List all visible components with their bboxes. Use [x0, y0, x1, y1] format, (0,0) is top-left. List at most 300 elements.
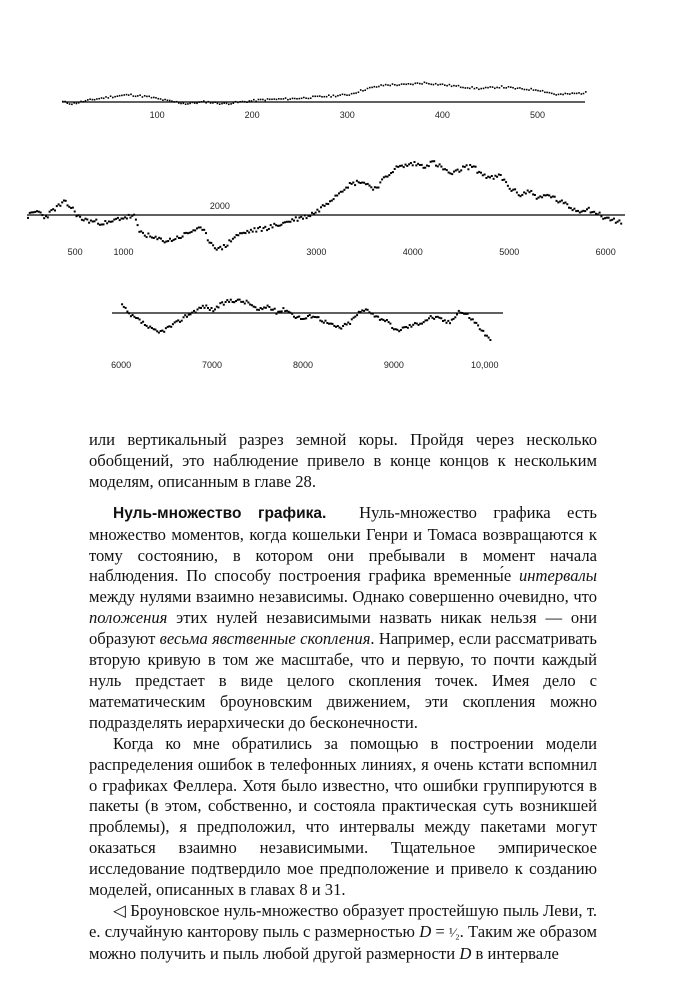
data-point — [476, 172, 478, 174]
data-point — [108, 97, 110, 99]
data-point — [360, 182, 362, 184]
data-point — [510, 86, 512, 88]
data-point — [258, 99, 260, 101]
data-point — [242, 101, 244, 103]
data-point — [303, 97, 305, 99]
data-point — [219, 246, 221, 248]
data-point — [517, 87, 519, 89]
data-point — [426, 165, 428, 167]
data-point — [205, 305, 207, 307]
data-point — [135, 317, 137, 319]
data-point — [454, 316, 456, 318]
data-point — [168, 325, 170, 327]
data-point — [304, 214, 306, 216]
data-point — [38, 211, 40, 213]
data-point — [81, 219, 83, 221]
data-point — [423, 321, 425, 323]
data-point — [135, 219, 137, 221]
tick-label: 8000 — [292, 360, 314, 370]
data-point — [306, 217, 308, 219]
data-point — [440, 317, 442, 319]
data-point — [554, 196, 556, 198]
data-point — [260, 99, 262, 101]
body-text — [89, 430, 597, 965]
data-point — [153, 97, 155, 99]
tick-label: 200 — [244, 110, 260, 120]
data-point — [297, 220, 299, 222]
data-point — [437, 165, 439, 167]
tick-label: 1000 — [113, 247, 134, 257]
data-point — [333, 198, 335, 200]
data-point — [581, 93, 583, 95]
data-point — [501, 85, 503, 87]
data-point — [160, 238, 162, 240]
data-point — [355, 92, 357, 94]
data-point — [460, 87, 462, 89]
data-point — [600, 215, 602, 217]
data-point — [505, 181, 507, 183]
section-heading: Нуль-множество графика. — [113, 504, 327, 522]
data-points — [121, 299, 491, 341]
data-point — [494, 88, 496, 90]
data-point — [295, 317, 297, 319]
tick-labels — [150, 110, 545, 120]
data-point — [615, 222, 617, 224]
data-point — [95, 219, 97, 221]
data-point — [309, 215, 311, 217]
data-point — [400, 329, 402, 331]
data-point — [572, 209, 574, 211]
data-point — [272, 309, 274, 311]
data-point — [269, 99, 271, 101]
data-point — [456, 314, 458, 316]
data-point — [472, 318, 474, 320]
data-point — [412, 164, 414, 166]
data-point — [457, 169, 459, 171]
data-point — [611, 219, 613, 221]
data-point — [267, 305, 269, 307]
data-point — [158, 98, 160, 100]
data-point — [567, 93, 569, 95]
data-point — [318, 211, 320, 213]
data-point — [401, 165, 403, 167]
data-point — [208, 101, 210, 103]
data-point — [453, 318, 455, 320]
data-point — [85, 100, 87, 102]
data-point — [392, 83, 394, 85]
data-point — [321, 96, 323, 98]
data-point — [461, 312, 463, 314]
data-point — [496, 87, 498, 89]
data-point — [282, 222, 284, 224]
data-point — [485, 87, 487, 89]
data-point — [221, 248, 223, 250]
data-point — [455, 170, 457, 172]
data-point — [83, 219, 85, 221]
data-point — [214, 308, 216, 310]
data-point — [467, 313, 469, 315]
data-point — [349, 323, 351, 325]
data-point — [194, 229, 196, 231]
data-point — [565, 93, 567, 95]
data-point — [155, 97, 157, 99]
data-point — [266, 229, 268, 231]
data-point — [439, 163, 441, 165]
data-point — [253, 99, 255, 101]
data-point — [588, 207, 590, 209]
data-point — [263, 227, 265, 229]
data-point — [197, 309, 199, 311]
data-point — [542, 90, 544, 92]
data-point — [540, 90, 542, 92]
data-point — [369, 185, 371, 187]
data-point — [289, 221, 291, 223]
data-point — [511, 190, 513, 192]
data-point — [191, 312, 193, 314]
data-point — [376, 86, 378, 88]
data-point — [70, 207, 72, 209]
data-point — [239, 232, 241, 234]
data-point — [323, 322, 325, 324]
data-point — [376, 187, 378, 189]
data-point — [176, 236, 178, 238]
data-point — [180, 237, 182, 239]
data-point — [316, 316, 318, 318]
data-point — [171, 100, 173, 102]
data-point — [72, 207, 74, 209]
data-point — [353, 93, 355, 95]
data-point — [573, 208, 575, 210]
data-point — [226, 103, 228, 105]
data-point — [301, 98, 303, 100]
data-point — [503, 87, 505, 89]
data-point — [419, 83, 421, 85]
data-point — [299, 98, 301, 100]
data-point — [486, 335, 488, 337]
data-point — [164, 241, 166, 243]
data-point — [390, 172, 392, 174]
data-point — [212, 310, 214, 312]
data-point — [502, 179, 504, 181]
data-point — [620, 223, 622, 225]
data-point — [417, 163, 419, 165]
data-point — [377, 316, 379, 318]
data-point — [361, 182, 363, 184]
data-point — [527, 190, 529, 192]
data-point — [228, 239, 230, 241]
data-point — [579, 212, 581, 214]
data-point — [339, 327, 341, 329]
data-point — [131, 215, 133, 217]
data-point — [361, 309, 363, 311]
data-point — [67, 102, 69, 104]
data-point — [408, 83, 410, 85]
data-point — [104, 220, 106, 222]
data-point — [128, 94, 130, 96]
data-point — [477, 324, 479, 326]
data-point — [87, 99, 89, 101]
data-point — [362, 90, 364, 92]
data-point — [142, 96, 144, 98]
data-point — [591, 211, 593, 213]
data-point — [230, 103, 232, 105]
data-point — [226, 299, 228, 301]
data-point — [403, 166, 405, 168]
data-point — [101, 224, 103, 226]
data-point — [219, 302, 221, 304]
data-point — [552, 196, 554, 198]
data-point — [453, 85, 455, 87]
data-point — [43, 217, 45, 219]
data-point — [187, 232, 189, 234]
data-point — [538, 197, 540, 199]
data-point — [207, 307, 209, 309]
data-point — [515, 88, 517, 90]
data-point — [618, 219, 620, 221]
data-point — [201, 101, 203, 103]
data-point — [307, 215, 309, 217]
data-point — [284, 221, 286, 223]
data-point — [388, 321, 390, 323]
data-point — [227, 245, 229, 247]
data-point — [248, 232, 250, 234]
data-point — [394, 168, 396, 170]
data-point — [254, 227, 256, 229]
data-point — [599, 212, 601, 214]
data-point — [309, 314, 311, 316]
data-point — [469, 164, 471, 166]
data-point — [421, 83, 423, 85]
data-point — [381, 178, 383, 180]
data-point — [388, 174, 390, 176]
data-point — [135, 96, 137, 98]
data-point — [331, 200, 333, 202]
data-point — [399, 165, 401, 167]
data-point — [137, 317, 139, 319]
data-point — [569, 93, 571, 95]
data-point — [466, 164, 468, 166]
data-point — [394, 84, 396, 86]
data-point — [171, 240, 173, 242]
data-point — [302, 318, 304, 320]
data-point — [192, 229, 194, 231]
data-point — [396, 329, 398, 331]
data-point — [114, 96, 116, 98]
data-point — [363, 310, 365, 312]
data-point — [537, 90, 539, 92]
data-point — [314, 96, 316, 98]
data-point — [490, 86, 492, 88]
data-point — [277, 225, 279, 227]
data-point — [476, 87, 478, 89]
data-point — [223, 244, 225, 246]
data-point — [316, 209, 318, 211]
data-point — [237, 299, 239, 301]
data-point — [195, 312, 197, 314]
data-point — [608, 217, 610, 219]
data-point — [289, 312, 291, 314]
data-point — [338, 192, 340, 194]
data-point — [176, 101, 178, 103]
data-point — [556, 200, 558, 202]
data-point — [498, 174, 500, 176]
data-point — [532, 193, 534, 195]
data-point — [521, 194, 523, 196]
data-point — [196, 103, 198, 105]
data-point — [421, 164, 423, 166]
data-point — [123, 94, 125, 96]
data-point — [349, 182, 351, 184]
data-point — [346, 324, 348, 326]
random-walk-chart-1 — [0, 60, 687, 130]
data-point — [478, 171, 480, 173]
data-point — [62, 101, 64, 103]
data-point — [263, 307, 265, 309]
data-point — [45, 215, 47, 217]
data-point — [374, 316, 376, 318]
data-point — [467, 168, 469, 170]
data-point — [79, 216, 81, 218]
data-point — [32, 211, 34, 213]
data-point — [335, 326, 337, 328]
data-point — [367, 309, 369, 311]
data-point — [273, 223, 275, 225]
data-point — [562, 94, 564, 96]
data-point — [232, 238, 234, 240]
data-point — [76, 103, 78, 105]
data-point — [165, 327, 167, 329]
fraction: ¹⁄₂ — [449, 924, 460, 940]
data-point — [384, 320, 386, 322]
data-point — [386, 319, 388, 321]
data-point — [56, 205, 58, 207]
data-point — [385, 84, 387, 86]
paragraph-2: Нуль-множество графика. Нуль-множество графика есть множество моментов, когда кошельки Генри и Томаса возвращаются к тому состоянию, в котором они пребывали в момент начала наблюдения. По способу построения графика временны́е интервалы между нулями взаимно независимы. Однако совершенно очевидно, что положения этих нулей независимыми назвать никак нельзя — они образуют весьма явственные скопления. Например, если рассматривать вторую кривую в том же масштабе, что и первую, то почти каждый нуль предстает в виде целого скопления точек. Имея дело с математическим броуновским движением, эти скопления можно подразделять иерархически до бесконечности. — [89, 502, 598, 732]
data-point — [180, 103, 182, 105]
data-point — [236, 234, 238, 236]
data-point — [602, 218, 604, 220]
data-point — [128, 312, 130, 314]
data-point — [516, 192, 518, 194]
data-point — [458, 85, 460, 87]
data-point — [126, 311, 128, 313]
data-point — [446, 169, 448, 171]
data-point — [435, 165, 437, 167]
data-point — [184, 314, 186, 316]
data-point — [246, 230, 248, 232]
data-point — [76, 215, 78, 217]
data-point — [267, 98, 269, 100]
data-point — [137, 224, 139, 226]
data-point — [244, 303, 246, 305]
data-point — [520, 195, 522, 197]
data-point — [137, 95, 139, 97]
data-point — [67, 204, 69, 206]
data-point — [216, 249, 218, 251]
data-point — [555, 94, 557, 96]
data-point — [173, 239, 175, 241]
data-point — [96, 98, 98, 100]
data-point — [239, 101, 241, 103]
data-point — [105, 96, 107, 98]
data-point — [342, 191, 344, 193]
data-point — [487, 176, 489, 178]
data-point — [125, 307, 127, 309]
data-point — [574, 93, 576, 95]
data-point — [228, 301, 230, 303]
data-point — [467, 87, 469, 89]
data-point — [473, 165, 475, 167]
data-point — [514, 188, 516, 190]
data-point — [245, 232, 247, 234]
data-point — [217, 103, 219, 105]
data-point — [218, 247, 220, 249]
data-point — [414, 161, 416, 163]
data-point — [298, 316, 300, 318]
data-point — [165, 241, 167, 243]
data-point — [151, 237, 153, 239]
data-point — [365, 183, 367, 185]
data-point — [509, 188, 511, 190]
paragraph-1: или вертикальный разрез земной коры. Пройдя через несколько обобщений, это наблюдение привело в конце концов к нескольким моделям, описанным в главе 28. — [89, 430, 597, 491]
data-point — [40, 212, 42, 214]
data-point — [212, 102, 214, 104]
data-point — [41, 214, 43, 216]
data-point — [169, 100, 171, 102]
data-point — [563, 202, 565, 204]
data-point — [546, 92, 548, 94]
data-point — [349, 94, 351, 96]
data-point — [347, 322, 349, 324]
data-point — [106, 222, 108, 224]
triangle-mark-icon: ◁ — [113, 900, 126, 920]
data-point — [183, 232, 185, 234]
data-point — [507, 185, 509, 187]
data-point — [291, 218, 293, 220]
data-point — [230, 240, 232, 242]
data-point — [446, 322, 448, 324]
data-point — [230, 299, 232, 301]
data-point — [144, 235, 146, 237]
data-point — [389, 323, 391, 325]
data-point — [417, 82, 419, 84]
data-point — [548, 195, 550, 197]
data-point — [162, 99, 164, 101]
data-point — [36, 210, 38, 212]
data-point — [576, 93, 578, 95]
data-point — [27, 217, 29, 219]
data-point — [479, 328, 481, 330]
data-point — [333, 95, 335, 97]
data-point — [280, 224, 282, 226]
data-point — [201, 229, 203, 231]
data-point — [518, 194, 520, 196]
data-point — [49, 211, 51, 213]
data-point — [351, 93, 353, 95]
data-point — [529, 191, 531, 193]
data-point — [383, 85, 385, 87]
data-point — [340, 191, 342, 193]
data-point — [493, 178, 495, 180]
data-point — [533, 89, 535, 91]
data-point — [265, 307, 267, 309]
data-point — [397, 166, 399, 168]
data-point — [324, 205, 326, 207]
data-point — [71, 104, 73, 106]
data-point — [412, 324, 414, 326]
data-point — [536, 198, 538, 200]
data-point — [250, 229, 252, 231]
